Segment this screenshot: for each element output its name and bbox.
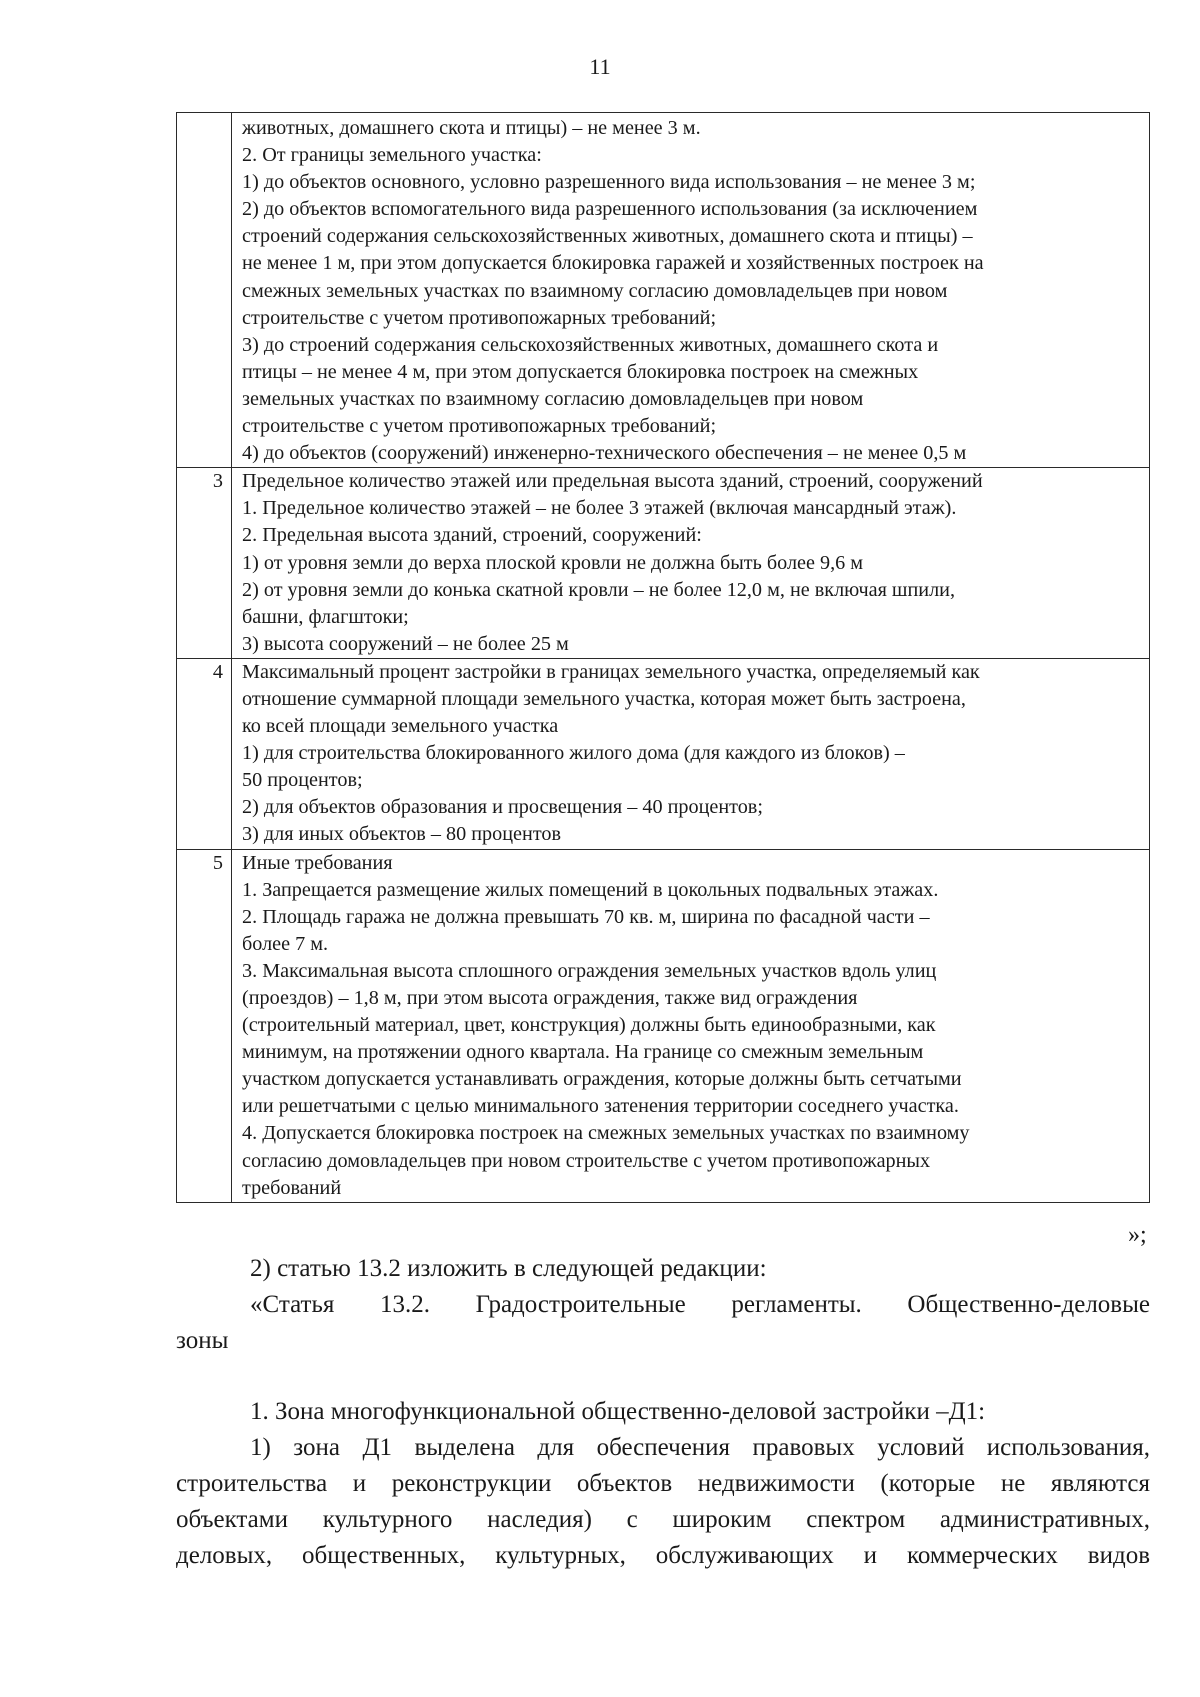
text-line: 1) от уровня земли до верха плоской кровли не должна быть более 9,6 м [242,551,864,574]
row-number [177,113,232,468]
zone-paragraph-line: 1) зона Д1 выделена для обеспечения правовых условий использования, [250,1434,1150,1461]
row-text [232,849,1150,1202]
text-line: 2) для объектов образования и просвещения – 40 процентов; [242,796,763,819]
text-line: 1. Запрещается размещение жилых помещений в цокольных подвальных этажах. [242,878,939,901]
text-line: 3) для иных объектов – 80 процентов [242,823,561,846]
text-line: 4. Допускается блокировка построек на смежных земельных участках по взаимному [242,1122,970,1145]
text-line: 2) от уровня земли до конька скатной кровли – не более 12,0 м, не включая шпили, [242,578,955,601]
text-line: участком допускается устанавливать ограждения, которые должны быть сетчатыми [242,1068,962,1091]
text-line: 2. Площадь гаража не должна превышать 70 кв. м, ширина по фасадной части – [242,905,930,928]
zone-paragraph-line: строительства и реконструкции объектов недвижимости (которые не являются [176,1470,1150,1497]
text-line: не менее 1 м, при этом допускается блокировка гаражей и хозяйственных построек на [242,252,984,275]
text-line: строений содержания сельскохозяйственных животных, домашнего скота и птицы) – [242,225,973,248]
zone-heading: 1. Зона многофункциональной общественно-деловой застройки –Д1: [250,1398,986,1425]
regulations-table [176,112,1150,1203]
text-line: 2) до объектов вспомогательного вида разрешенного использования (за исключением [242,198,978,221]
text-line: птицы – не менее 4 м, при этом допускается блокировка построек на смежных [242,360,919,383]
text-line: 2. От границы земельного участка: [242,144,542,167]
text-line: строительстве с учетом противопожарных требований; [242,415,717,438]
text-line: животных, домашнего скота и птицы) – не менее 3 м. [242,117,701,139]
zone-paragraph-line: объектами культурного наследия) с широким спектром административных, [176,1506,1150,1533]
table-row [177,658,1150,849]
row-text [232,658,1150,849]
text-line: ко всей площади земельного участка [242,715,559,738]
text-line: 1. Предельное количество этажей – не более 3 этажей (включая мансардный этаж). [242,497,957,520]
table-row [177,849,1150,1202]
closing-quote: »; [1128,1222,1147,1248]
text-line: Максимальный процент застройки в границах земельного участка, определяемый как [242,660,980,683]
text-line: 3) высота сооружений – не более 25 м [242,632,569,655]
text-line: Иные требования [242,851,393,874]
text-line: строительстве с учетом противопожарных требований; [242,306,717,329]
text-line: Предельное количество этажей или предельная высота зданий, строений, сооружений [242,470,983,493]
text-line: 50 процентов; [242,769,363,792]
text-line: башни, флагштоки; [242,605,409,628]
zone-paragraph-line: деловых, общественных, культурных, обслуживающих и коммерческих видов [176,1542,1150,1569]
text-line: более 7 м. [242,932,329,955]
text-line: 3) до строений содержания сельскохозяйственных животных, домашнего скота и [242,333,939,356]
text-line: 4) до объектов (сооружений) инженерно-технического обеспечения – не менее 0,5 м [242,442,967,465]
text-line: 1) для строительства блокированного жилого дома (для каждого из блоков) – [242,742,905,765]
table-row [177,468,1150,659]
row-number: 5 [177,849,232,1202]
text-line: отношение суммарной площади земельного участка, которая может быть застроена, [242,687,966,710]
article-heading: «Статья 13.2. Градостроительные регламенты. Общественно-деловые [250,1291,1150,1318]
text-line: 1) до объектов основного, условно разрешенного вида использования – не менее 3 м; [242,171,976,194]
text-line: (проездов) – 1,8 м, при этом высота ограждения, также вид ограждения [242,987,858,1009]
table-row [177,113,1150,468]
text-line: 2. Предельная высота зданий, строений, сооружений: [242,524,702,547]
row-number: 4 [177,658,232,849]
text-line: (строительный материал, цвет, конструкция) должны быть единообразными, как [242,1014,936,1037]
text-line: требований [242,1176,342,1199]
page-number: 11 [589,54,611,79]
article-heading-continued: зоны [176,1327,229,1354]
paragraph-item-2: 2) статью 13.2 изложить в следующей редакции: [250,1255,767,1282]
text-line: или решетчатыми с целью минимального затенения территории соседнего участка. [242,1095,959,1118]
text-line: минимум, на протяжении одного квартала. На границе со смежным земельным [242,1041,924,1064]
text-line: земельных участках по взаимному согласию домовладельцев при новом [242,387,864,410]
row-text [232,468,1150,659]
row-number: 3 [177,468,232,659]
text-line: согласию домовладельцев при новом строительстве с учетом противопожарных [242,1149,931,1172]
text-line: смежных земельных участках по взаимному согласию домовладельцев при новом [242,279,948,302]
text-line: 3. Максимальная высота сплошного ограждения земельных участков вдоль улиц [242,959,937,982]
row-text [232,113,1150,468]
